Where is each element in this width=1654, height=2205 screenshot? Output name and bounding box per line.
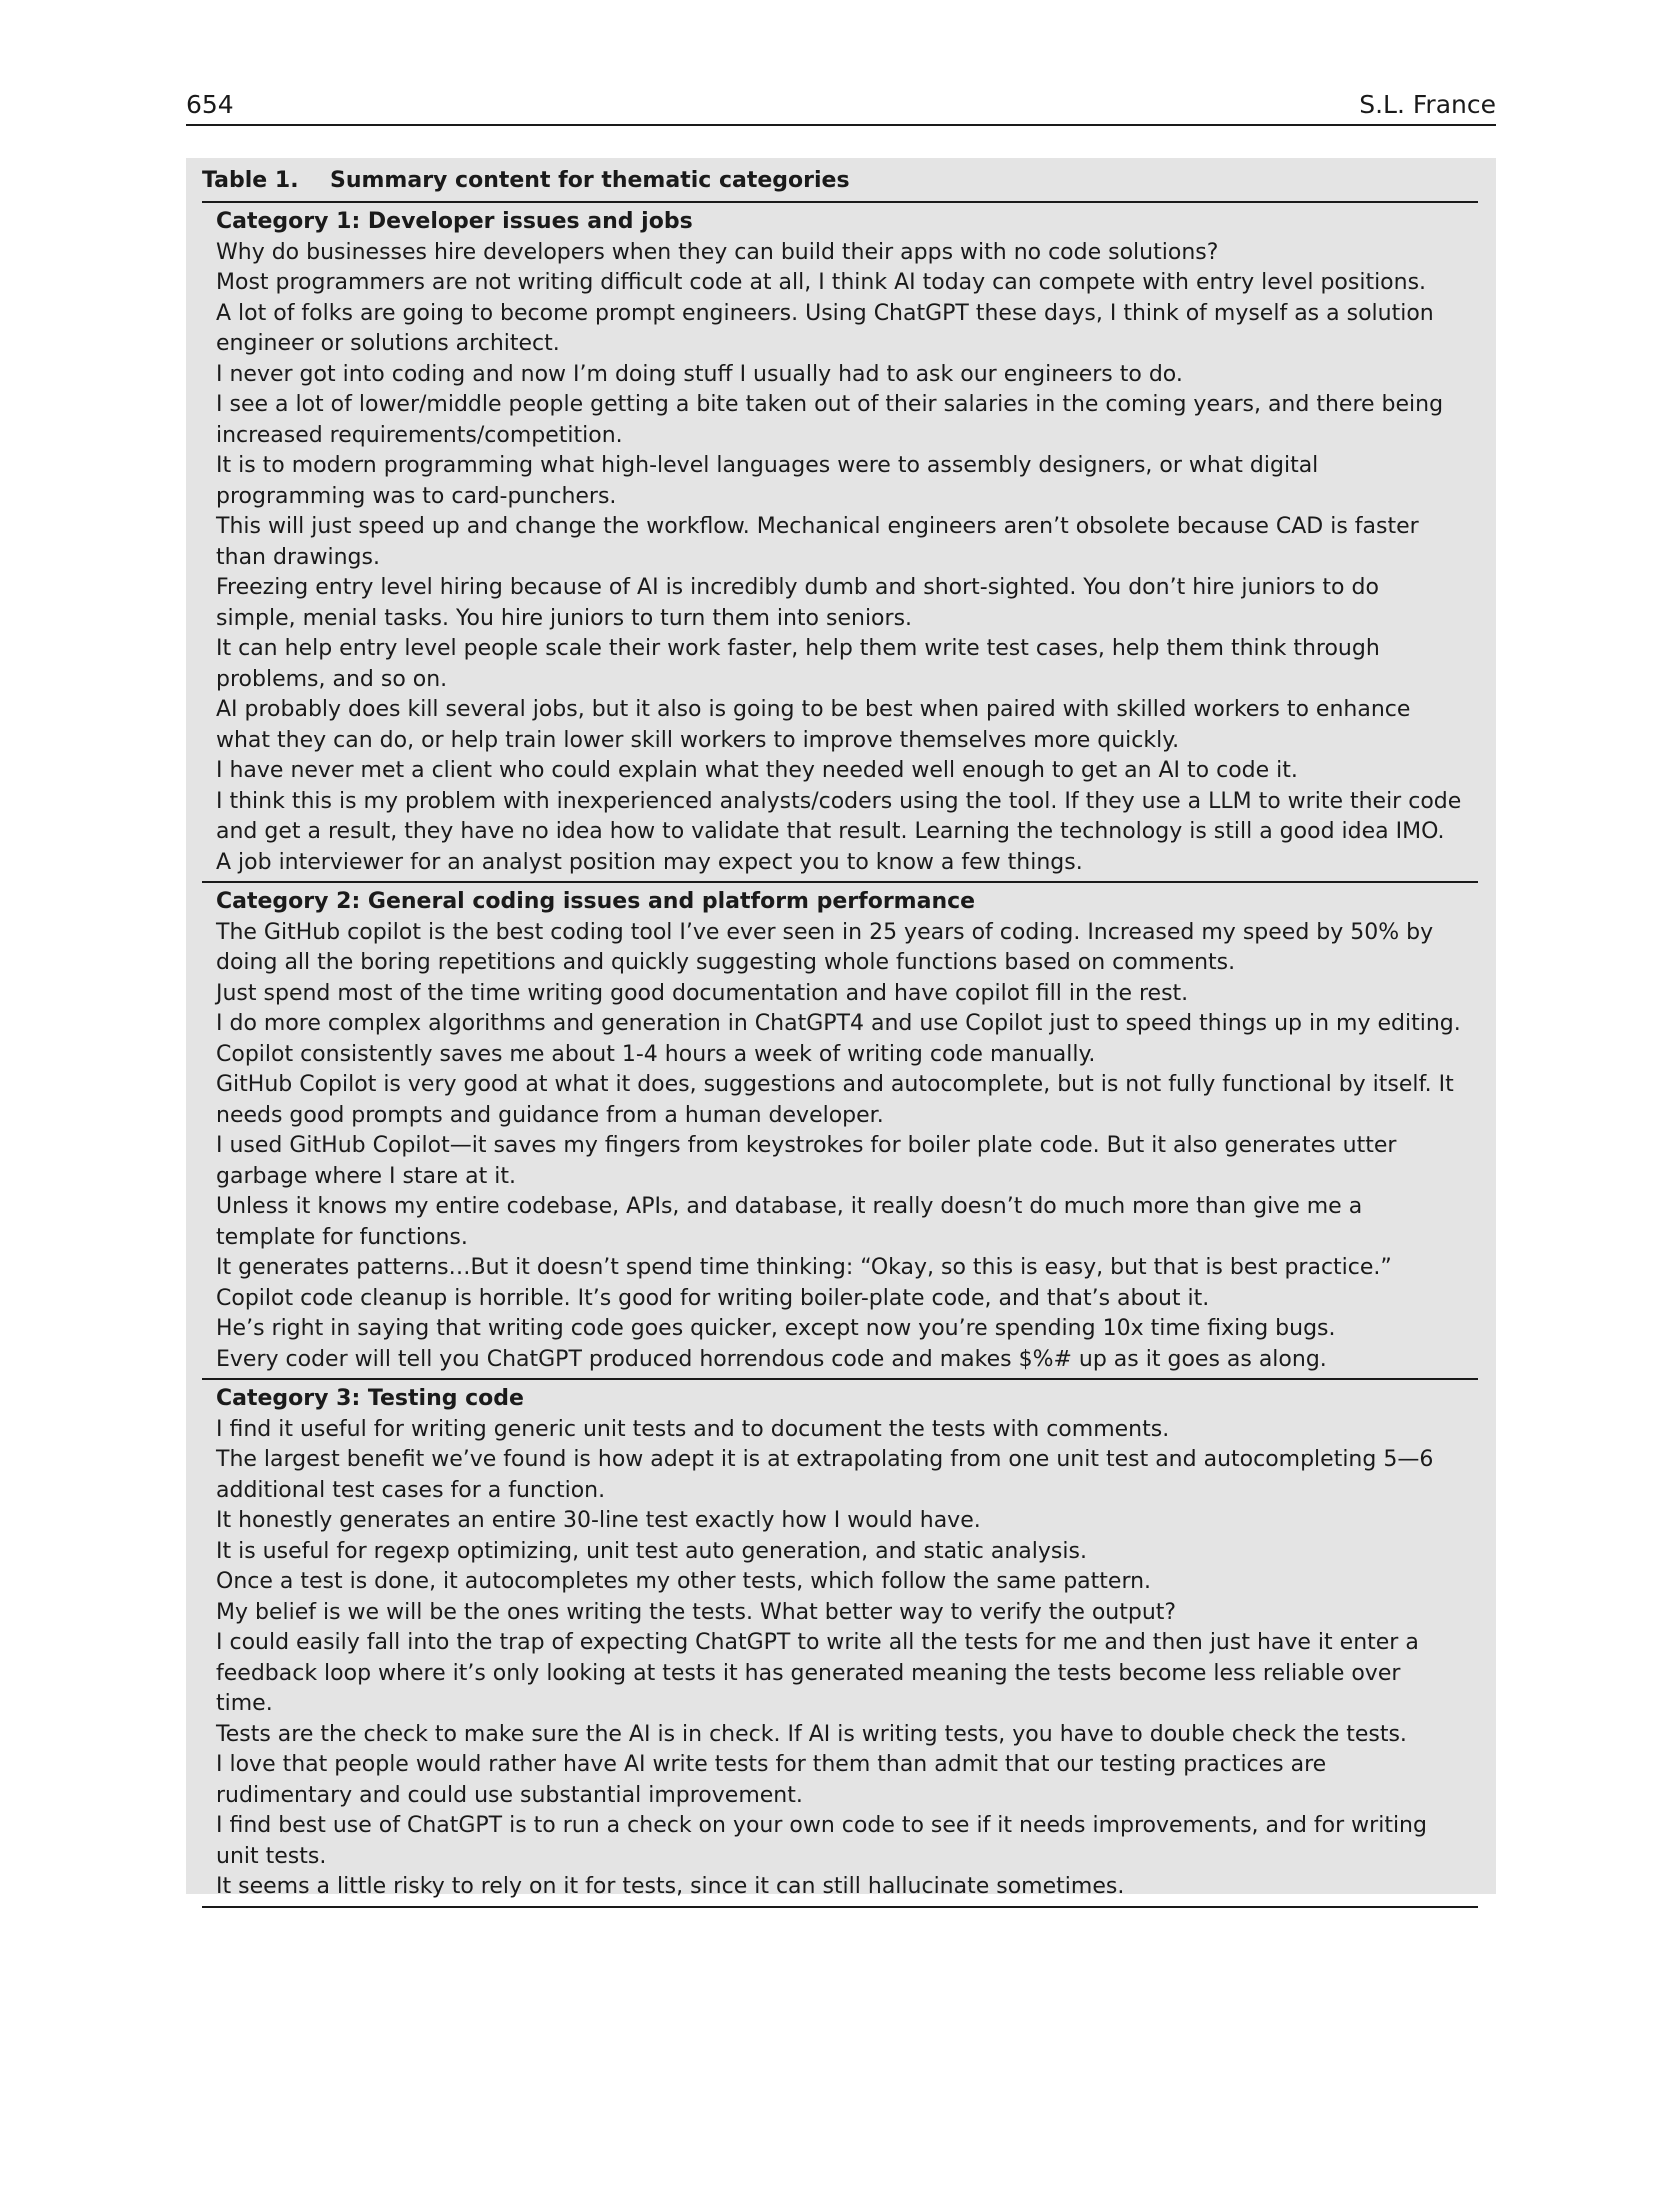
summary-table — [186, 158, 1496, 1899]
table-title: Summary content for thematic categories — [330, 168, 850, 193]
comment-row: Every coder will tell you ChatGPT produced horrendous code and makes $%# up as it goes as along. — [216, 1346, 1327, 1372]
comment-row: Tests are the check to make sure the AI is in check. If AI is writing tests, you have to double check the tests. — [216, 1721, 1407, 1747]
page-header — [186, 84, 1496, 126]
comment-row: It seems a little risky to rely on it for tests, since it can still hallucinate sometimes. — [216, 1874, 1125, 1899]
comment-row: I see a lot of lower/middle people getting a bite taken out of their salaries in the coming years, and there being increased requirements/competition. — [216, 392, 1444, 448]
table-body — [202, 201, 1478, 1908]
comment-row: He’s right in saying that writing code goes quicker, except now you’re spending 10x time fixing bugs. — [216, 1316, 1336, 1341]
category-section-1 — [202, 203, 1478, 883]
comment-row: It generates patterns…But it doesn’t spend time thinking: “Okay, so this is easy, but that is best practice.” — [216, 1255, 1392, 1280]
comment-row: I find best use of ChatGPT is to run a check on your own code to see if it needs improvements, and for writing unit tests. — [216, 1813, 1427, 1869]
comment-row: My belief is we will be the ones writing the tests. What better way to verify the output? — [216, 1599, 1177, 1625]
comment-row: GitHub Copilot is very good at what it does, suggestions and autocomplete, but is not fully functional by itself. It needs good prompts and guidance from a human developer. — [216, 1072, 1454, 1128]
running-head-author: S.L. France — [1359, 90, 1496, 119]
category-section-2 — [202, 883, 1478, 1380]
comment-row: The largest benefit we’ve found is how adept it is at extrapolating from one unit test and autocompleting 5—6 additional test cases for a function. — [216, 1447, 1434, 1503]
comment-row: I do more complex algorithms and generation in ChatGPT4 and use Copilot just to speed things up in my editing. — [216, 1011, 1461, 1036]
comment-row: AI probably does kill several jobs, but it also is going to be best when paired with skilled workers to enhance what they can do, or help train lower skill workers to improve themselves more quickly. — [216, 697, 1411, 753]
category-title: Category 2: General coding issues and platform performance — [216, 889, 976, 914]
table-caption — [202, 166, 850, 196]
comment-row: It is to modern programming what high-level languages were to assembly designers, or what digital programming was to card-punchers. — [216, 453, 1319, 509]
comment-row: I have never met a client who could explain what they needed well enough to get an AI to code it. — [216, 758, 1298, 783]
comment-row: Copilot code cleanup is horrible. It’s good for writing boiler-plate code, and that’s about it. — [216, 1285, 1210, 1311]
comment-row: It honestly generates an entire 30-line test exactly how I would have. — [216, 1508, 981, 1533]
comment-row: Why do businesses hire developers when they can build their apps with no code solutions? — [216, 239, 1219, 265]
comment-row: Once a test is done, it autocompletes my other tests, which follow the same pattern. — [216, 1569, 1152, 1594]
comment-row: The GitHub copilot is the best coding tool I’ve ever seen in 25 years of coding. Increased my speed by 50% by doing all the boring repetitions and quickly suggesting whole functions based on comments. — [216, 919, 1434, 975]
comment-row: This will just speed up and change the workflow. Mechanical engineers aren’t obsolete because CAD is faster than drawings. — [216, 514, 1419, 570]
comment-row: I find it useful for writing generic unit tests and to document the tests with comments. — [216, 1416, 1170, 1442]
comment-row: A lot of folks are going to become prompt engineers. Using ChatGPT these days, I think of myself as a solution engineer or solutions architect. — [216, 300, 1434, 356]
comment-row: It can help entry level people scale their work faster, help them write test cases, help them think through problems, and so on. — [216, 636, 1380, 692]
comment-row: Copilot consistently saves me about 1-4 hours a week of writing code manually. — [216, 1041, 1096, 1067]
category-title: Category 3: Testing code — [216, 1386, 524, 1411]
comment-row: Most programmers are not writing difficult code at all, I think AI today can compete with entry level positions. — [216, 270, 1427, 295]
comment-row: I love that people would rather have AI write tests for them than admit that our testing practices are rudimentary and could use substantial improvement. — [216, 1752, 1327, 1808]
category-title: Category 1: Developer issues and jobs — [216, 209, 693, 234]
comment-row: Just spend most of the time writing good documentation and have copilot fill in the rest. — [216, 980, 1189, 1006]
comment-row: It is useful for regexp optimizing, unit test auto generation, and static analysis. — [216, 1538, 1087, 1564]
comment-row: Freezing entry level hiring because of AI is incredibly dumb and short-sighted. You don’t hire juniors to do simple, menial tasks. You hire juniors to turn them into seniors. — [216, 575, 1379, 631]
comment-row: I think this is my problem with inexperienced analysts/coders using the tool. If they use a LLM to write their code and get a result, they have no idea how to validate that result. Learning the technology is still a good idea IMO. A job interviewer for an analyst position may expect you to know a few things. — [216, 788, 1462, 875]
comment-row: I could easily fall into the trap of expecting ChatGPT to write all the tests for me and then just have it enter a feedback loop where it’s only looking at tests it has generated meaning the tests become less reliable over time. — [216, 1630, 1419, 1716]
category-section-3 — [202, 1380, 1478, 1908]
comment-row: I used GitHub Copilot—it saves my fingers from keystrokes for boiler plate code. But it also generates utter garbage where I stare at it. — [216, 1133, 1397, 1189]
page-number: 654 — [186, 90, 234, 119]
comment-row: Unless it knows my entire codebase, APIs, and database, it really doesn’t do much more than give me a template for functions. — [216, 1194, 1363, 1250]
table-label: Table 1. — [202, 168, 299, 193]
comment-row: I never got into coding and now I’m doing stuff I usually had to ask our engineers to do. — [216, 361, 1183, 387]
